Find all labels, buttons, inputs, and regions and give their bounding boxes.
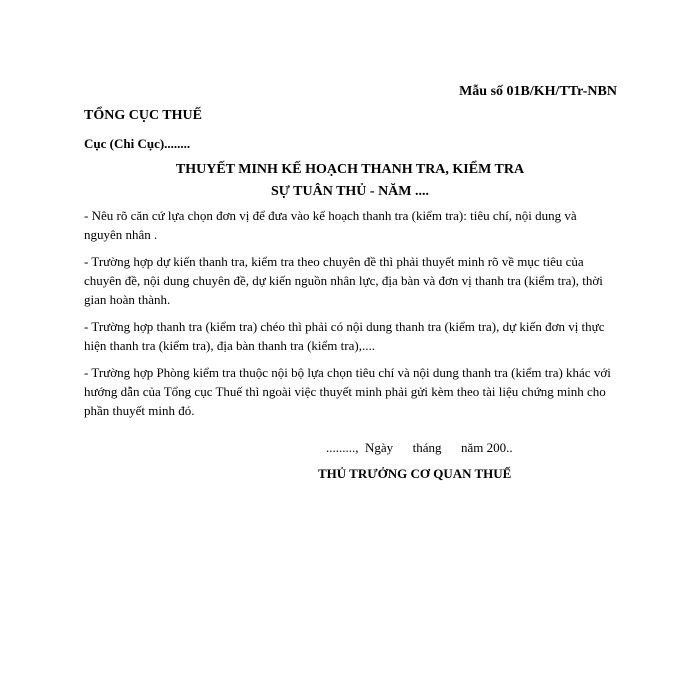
paragraph-thematic-inspection: - Trường hợp dự kiến thanh tra, kiểm tra theo chuyên đề thì phải thuyết minh rõ về mục tiêu của chuyên đề, nội dung chuyên đề, dự kiến nguồn nhân lực, địa bàn và đơn vị thanh tra (kiểm tra), thời gian hoàn thành. — [84, 254, 603, 307]
date-line: ........., Ngày tháng năm 200.. — [326, 440, 513, 455]
agency-name: TỔNG CỤC THUẾ — [84, 108, 202, 123]
paragraph-selection-basis: - Nêu rõ căn cứ lựa chọn đơn vị để đưa vào kế hoạch thanh tra (kiểm tra): tiêu chí, nội dung và nguyên nhân . — [84, 208, 577, 242]
document-title-line-2: SỰ TUÂN THỦ - NĂM .... — [270, 184, 430, 199]
paragraph-cross-inspection: - Trường hợp thanh tra (kiểm tra) chéo thì phải có nội dung thanh tra (kiểm tra), dự kiến đơn vị thực hiện thanh tra (kiểm tra), địa bàn thanh tra (kiểm tra),.... — [84, 319, 605, 353]
agency-sub-name: Cục (Chi Cục)........ — [84, 136, 191, 151]
document-body — [84, 206, 618, 428]
form-number: Mẫu số 01B/KH/TTr-NBN — [459, 84, 617, 99]
document-title-line-1: THUYẾT MINH KẾ HOẠCH THANH TRA, KIỂM TRA — [175, 162, 525, 177]
signer-title: THỦ TRƯỞNG CƠ QUAN THUẾ — [318, 466, 512, 481]
paragraph-internal-criteria: - Trường hợp Phòng kiểm tra thuộc nội bộ lựa chọn tiêu chí và nội dung thanh tra (kiểm tra) khác với hướng dẫn của Tổng cục Thuế thì ngoài việc thuyết minh phải gửi kèm theo tài liệu chứng minh cho phần thuyết minh đó. — [84, 365, 611, 418]
